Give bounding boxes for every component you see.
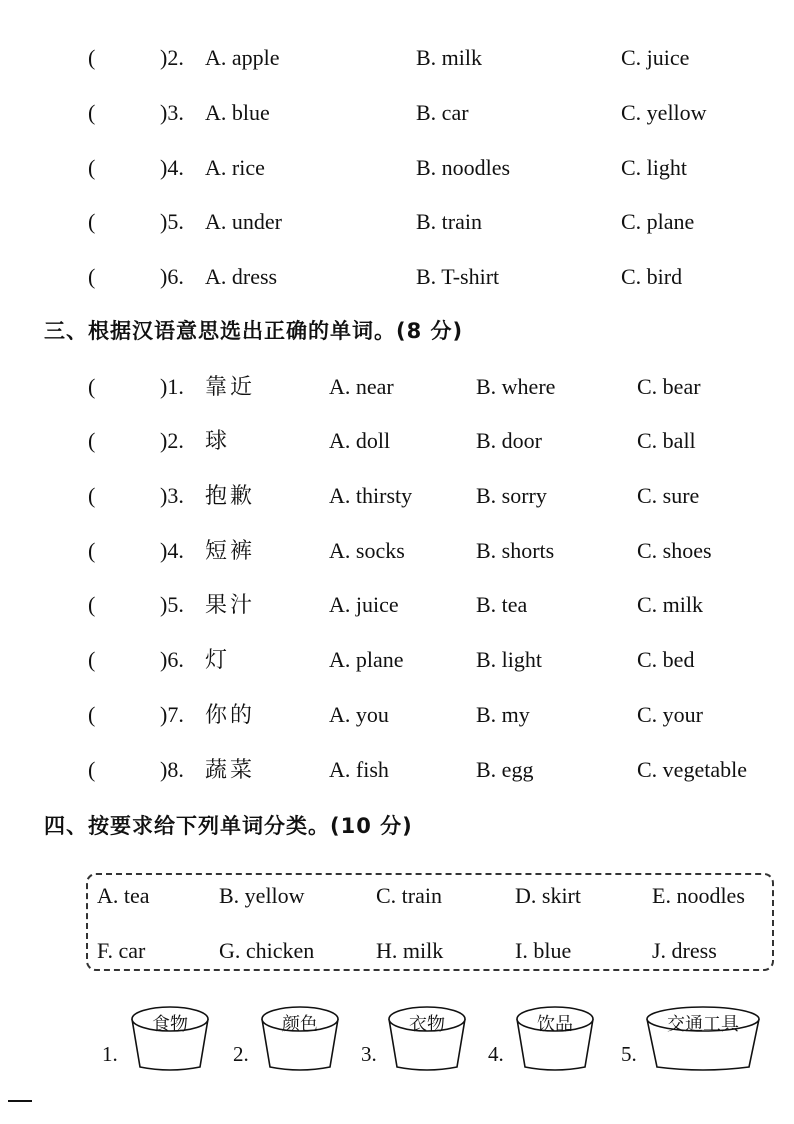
chinese-word: 果汁 — [205, 592, 256, 617]
answer-paren[interactable]: ( — [88, 483, 96, 508]
bucket-label: 交通工具 — [667, 1014, 739, 1034]
word-bank-item: H. milk — [376, 938, 444, 963]
question-number: )3. — [160, 483, 184, 508]
answer-paren[interactable]: ( — [88, 374, 96, 399]
option-a: A. fish — [329, 757, 389, 782]
word-bank-item: C. train — [376, 883, 442, 908]
question-number: )3. — [160, 100, 184, 125]
option-a: A. thirsty — [329, 483, 413, 508]
option-c: C. sure — [637, 483, 700, 508]
bucket-label: 衣物 — [409, 1014, 445, 1034]
option-a: A. dress — [205, 264, 278, 289]
option-c: C. bird — [621, 264, 683, 289]
question-number: )4. — [160, 155, 184, 180]
section3-heading: 三、根据汉语意思选出正确的单词。(8 分) — [44, 319, 464, 343]
chinese-word: 蔬菜 — [205, 757, 256, 782]
answer-paren[interactable]: ( — [88, 209, 96, 234]
question-number: )5. — [160, 209, 184, 234]
question-number: )8. — [160, 757, 184, 782]
bucket-number: 2. — [233, 1042, 249, 1066]
bucket-number: 1. — [102, 1042, 118, 1066]
option-a: A. apple — [205, 45, 280, 70]
word-bank-item: G. chicken — [219, 938, 315, 963]
answer-paren[interactable]: ( — [88, 428, 96, 453]
word-bank-item: B. yellow — [219, 883, 305, 908]
option-b: B. where — [476, 374, 556, 399]
chinese-word: 你的 — [205, 702, 256, 727]
option-c: C. light — [621, 155, 688, 180]
option-b: B. door — [476, 428, 542, 453]
section4-heading: 四、按要求给下列单词分类。(10 分) — [44, 814, 413, 838]
chinese-word: 抱歉 — [205, 483, 256, 508]
answer-paren[interactable]: ( — [88, 757, 96, 782]
answer-paren[interactable]: ( — [88, 592, 96, 617]
chinese-word: 球 — [205, 428, 231, 453]
option-a: A. you — [329, 702, 389, 727]
answer-paren[interactable]: ( — [88, 264, 96, 289]
option-b: B. my — [476, 702, 530, 727]
option-b: B. T-shirt — [416, 264, 500, 289]
bucket-number: 4. — [488, 1042, 504, 1066]
question-number: )7. — [160, 702, 184, 727]
option-a: A. under — [205, 209, 282, 234]
answer-paren[interactable]: ( — [88, 45, 96, 70]
answer-paren[interactable]: ( — [88, 647, 96, 672]
option-a: A. plane — [329, 647, 404, 672]
option-c: C. plane — [621, 209, 695, 234]
option-a: A. rice — [205, 155, 265, 180]
chinese-word: 短裤 — [205, 538, 256, 563]
word-bank-item: A. tea — [97, 883, 150, 908]
question-number: )2. — [160, 45, 184, 70]
chinese-word: 靠近 — [205, 374, 256, 399]
word-bank-item: E. noodles — [652, 883, 745, 908]
option-c: C. bed — [637, 647, 695, 672]
option-b: B. sorry — [476, 483, 547, 508]
option-c: C. ball — [637, 428, 696, 453]
option-c: C. milk — [637, 592, 704, 617]
word-bank-item: F. car — [97, 938, 146, 963]
option-a: A. doll — [329, 428, 391, 453]
option-c: C. your — [637, 702, 703, 727]
bucket-label: 颜色 — [282, 1014, 318, 1034]
option-b: B. car — [416, 100, 469, 125]
option-c: C. yellow — [621, 100, 707, 125]
bucket-number: 5. — [621, 1042, 637, 1066]
option-b: B. shorts — [476, 538, 555, 563]
question-number: )5. — [160, 592, 184, 617]
option-b: B. egg — [476, 757, 534, 782]
option-b: B. milk — [416, 45, 483, 70]
option-b: B. light — [476, 647, 543, 672]
option-b: B. tea — [476, 592, 528, 617]
option-c: C. juice — [621, 45, 690, 70]
question-number: )2. — [160, 428, 184, 453]
option-a: A. near — [329, 374, 394, 399]
option-c: C. vegetable — [637, 757, 747, 782]
option-c: C. bear — [637, 374, 701, 399]
option-a: A. socks — [329, 538, 405, 563]
bucket-label: 饮品 — [537, 1014, 573, 1034]
question-number: )1. — [160, 374, 184, 399]
word-bank-item: J. dress — [652, 938, 717, 963]
option-b: B. noodles — [416, 155, 511, 180]
option-a: A. juice — [329, 592, 399, 617]
option-b: B. train — [416, 209, 482, 234]
option-a: A. blue — [205, 100, 270, 125]
option-c: C. shoes — [637, 538, 712, 563]
answer-paren[interactable]: ( — [88, 100, 96, 125]
question-number: )4. — [160, 538, 184, 563]
footer-rule — [8, 1100, 32, 1102]
question-number: )6. — [160, 264, 184, 289]
word-bank-item: I. blue — [515, 938, 572, 963]
bucket-label: 食物 — [152, 1014, 188, 1034]
chinese-word: 灯 — [205, 647, 231, 672]
answer-paren[interactable]: ( — [88, 155, 96, 180]
word-bank-item: D. skirt — [515, 883, 581, 908]
bucket-number: 3. — [361, 1042, 377, 1066]
answer-paren[interactable]: ( — [88, 538, 96, 563]
answer-paren[interactable]: ( — [88, 702, 96, 727]
question-number: )6. — [160, 647, 184, 672]
